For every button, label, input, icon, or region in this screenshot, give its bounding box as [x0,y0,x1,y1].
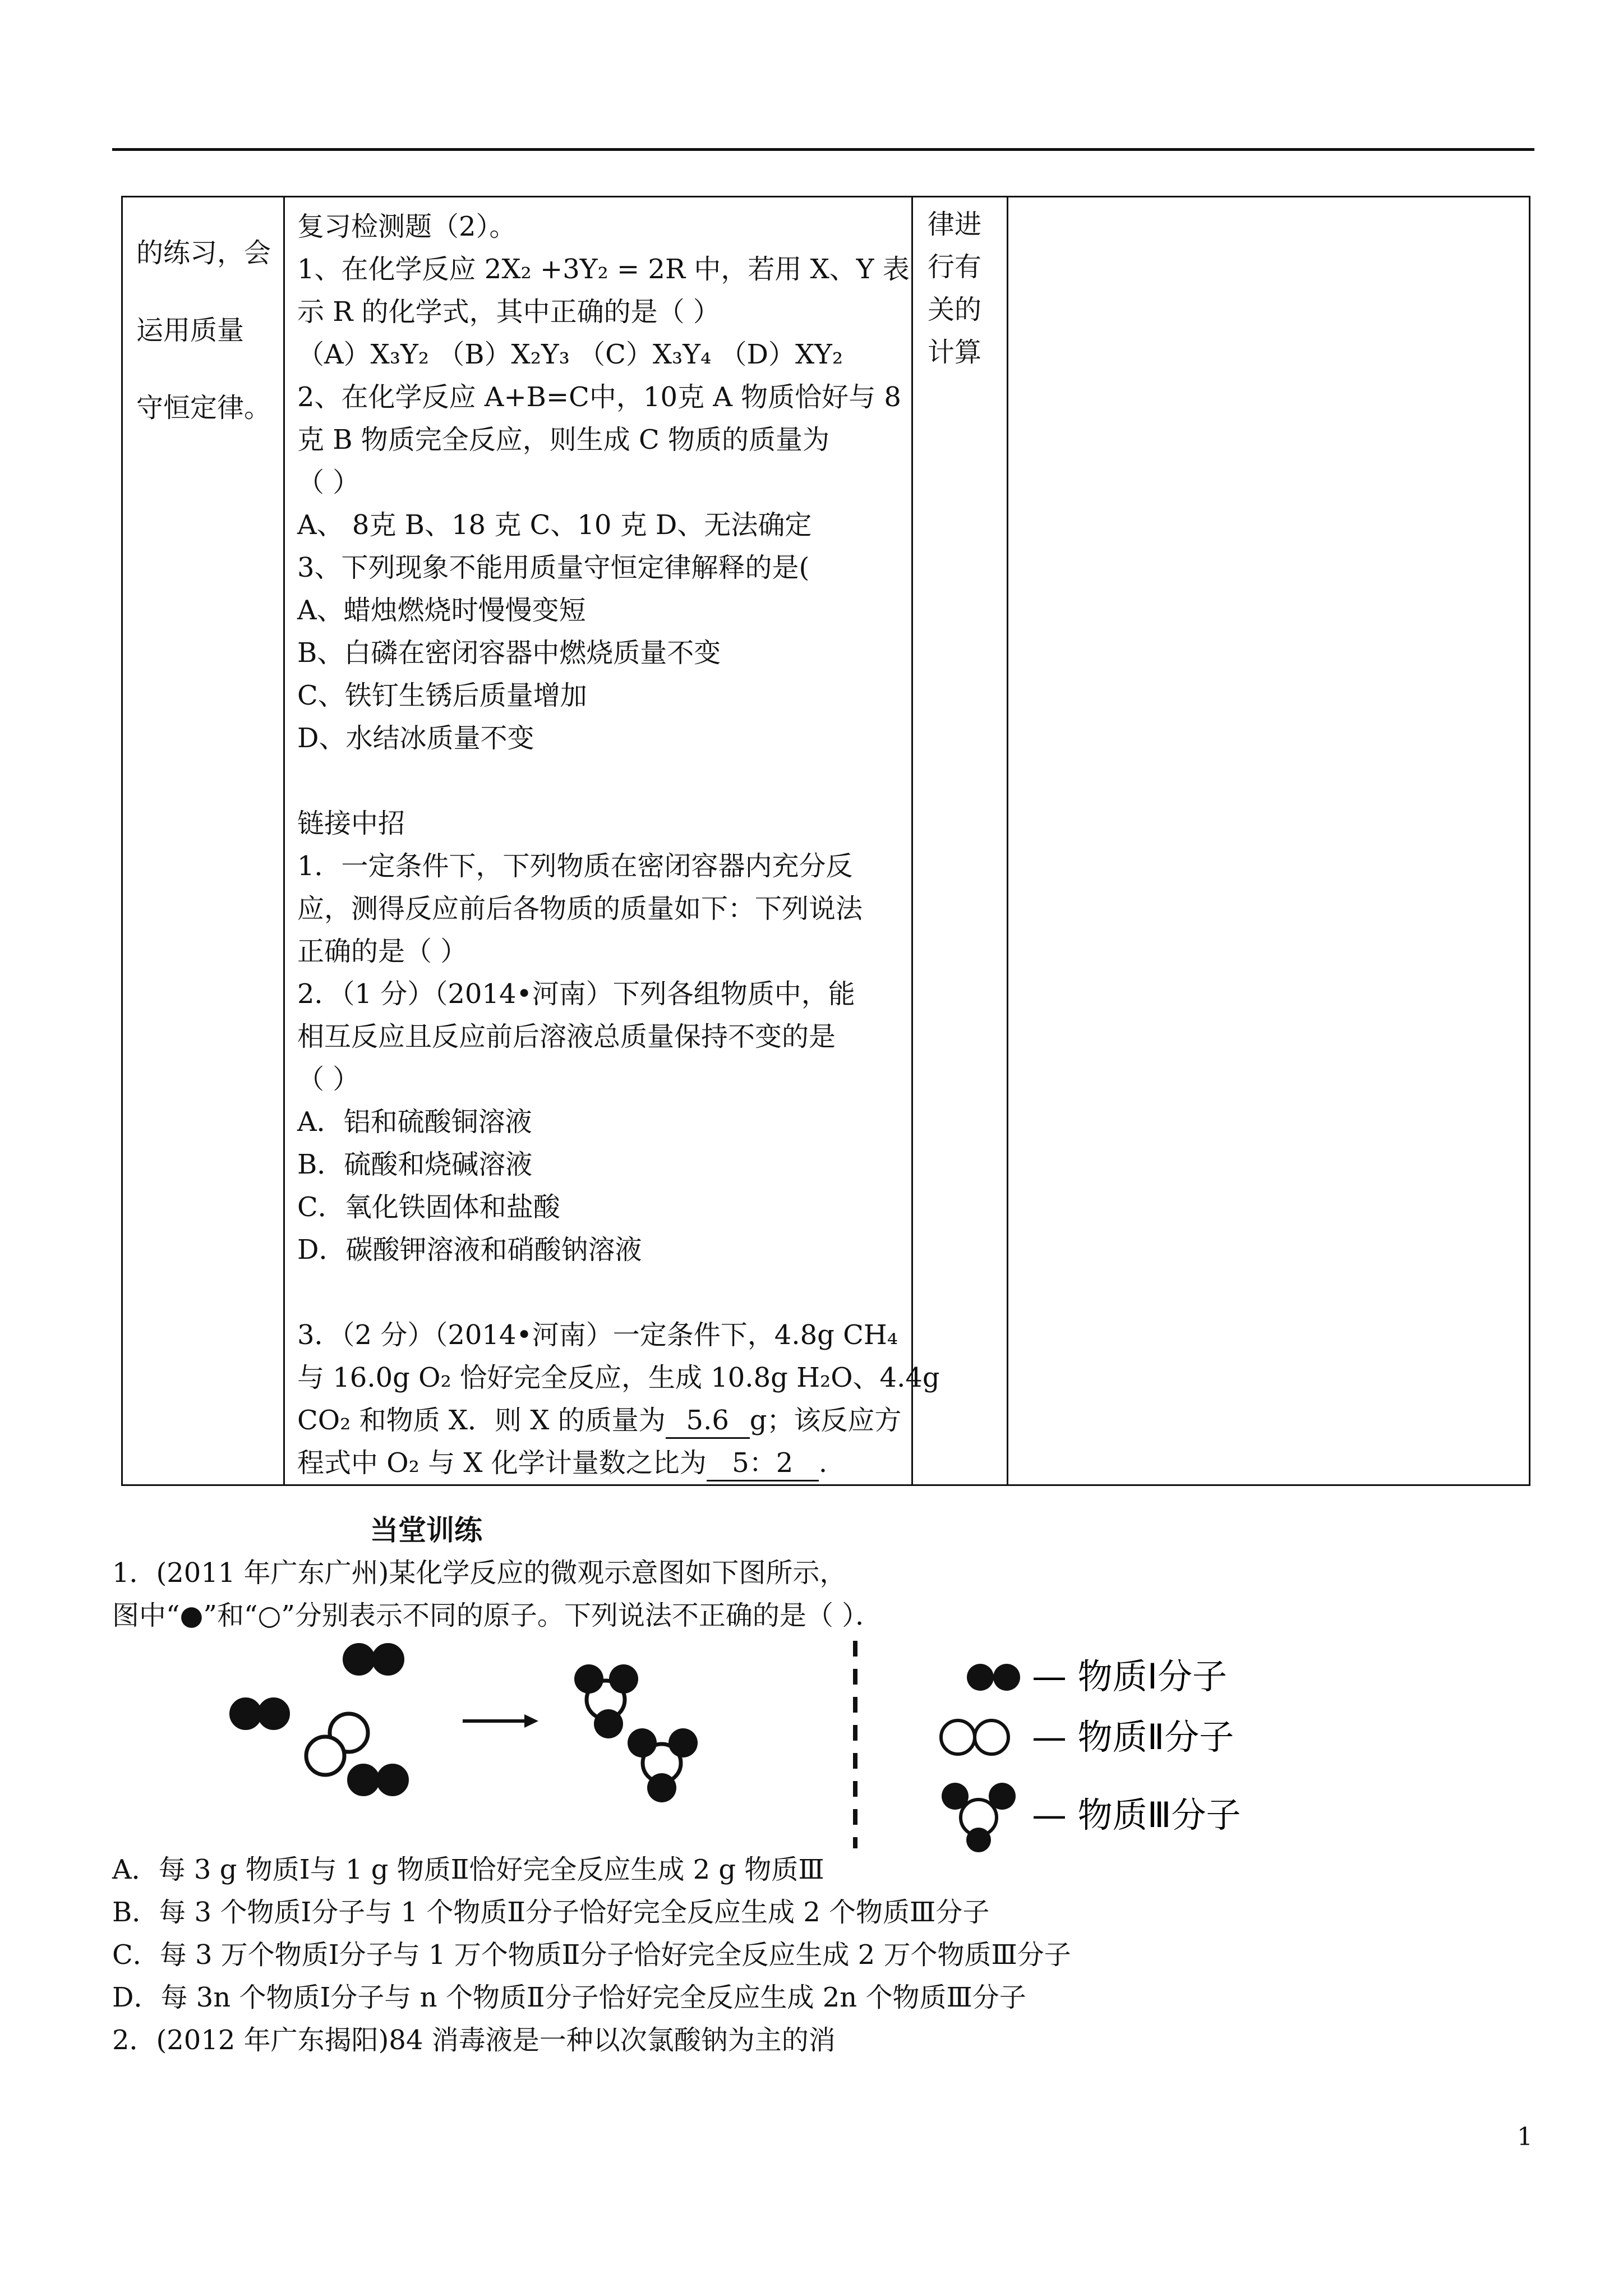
question-option: C．氧化铁固体和盐酸 [297,1191,560,1223]
objectives-cell [122,197,284,1485]
method-line: 律进 [928,209,982,240]
question-text: 示 R 的化学式，其中正确的是（ ） [297,296,720,328]
method-cell [912,197,1008,1485]
legend-molecule-i-icon [967,1664,1020,1691]
question-text-segment: 程式中 O₂ 与 X 化学计量数之比为 [297,1447,707,1479]
question-options: （A）X₃Y₂ （B）X₂Y₃ （C）X₃Y₄ （D）XY₂ [297,339,843,370]
question-option: A、蜡烛燃烧时慢慢变短 [297,595,586,626]
question-text: 3、下列现象不能用质量守恒定律解释的是( [297,552,810,583]
answer-blank: 5.6 [666,1404,750,1439]
question-text: 克 B 物质完全反应，则生成 C 物质的质量为 [297,424,830,455]
link-title: 链接中招 [297,808,405,839]
training-options [112,1848,1525,2062]
option-b: B．每 3 个物质Ⅰ分子与 1 个物质Ⅱ分子恰好完全反应生成 2 个物质Ⅲ分子 [112,1897,990,1928]
legend-molecule-iii-icon [942,1783,1016,1852]
legend-label: — 物质Ⅲ分子 [1032,1795,1241,1835]
option-c: C．每 3 万个物质Ⅰ分子与 1 万个物质Ⅱ分子恰好完全反应生成 2 万个物质Ⅲ分子 [112,1939,1071,1971]
question-text: 与 16.0g O₂ 恰好完全反应，生成 10.8g H₂O、4.4g [297,1362,940,1393]
question-text: （ ） [297,1064,360,1095]
molecule-i-icon [344,1645,403,1674]
spacer [297,1271,900,1314]
option-a: A．每 3 g 物质Ⅰ与 1 g 物质Ⅱ恰好完全反应生成 2 g 物质Ⅲ [112,1854,824,1885]
question-text: 2．（1 分）（2014•河南）下列各组物质中，能 [297,978,855,1010]
question-text: 2、在化学反应 A+B=C中，10克 A 物质恰好与 8 [297,381,901,413]
arrow-icon [463,1714,538,1728]
spacer [297,760,900,802]
question-option: A．铝和硫酸铜溶液 [297,1106,532,1138]
question-option: B、白磷在密闭容器中燃烧质量不变 [297,637,721,669]
method-line: 行有 [928,251,982,283]
objective-line: 守恒定律。 [136,392,271,424]
legend-molecule-ii-icon [941,1720,1008,1754]
answer-blank: 5：2 [707,1446,819,1481]
question-option: D、水结冰质量不变 [297,723,534,754]
question-text-segment: . [818,1447,828,1479]
lesson-plan-table [121,196,1530,1486]
question-text: 2．(2012 年广东揭阳)84 消毒液是一种以次氯酸钠为主的消 [112,2024,836,2056]
training-section [112,1509,1525,1637]
question-text: 图中“●”和“○”分别表示不同的原子。下列说法不正确的是（ ）． [112,1600,883,1631]
question-option: B．硫酸和烧碱溶液 [297,1149,533,1180]
objective-line: 运用质量 [136,315,245,346]
legend-label: — 物质Ⅰ分子 [1032,1656,1227,1697]
content-cell [284,197,940,1485]
option-d: D．每 3n 个物质Ⅰ分子与 n 个物质Ⅱ分子恰好完全反应生成 2n 个物质Ⅲ分子 [112,1982,1026,2013]
page-number: 1 [1517,2123,1533,2151]
legend-label: — 物质Ⅱ分子 [1032,1717,1234,1757]
question-text-segment: CO₂ 和物质 X．则 X 的质量为 [297,1405,666,1436]
molecule-iii-icon [628,1728,698,1802]
question-text: 3．（2 分）（2014•河南）一定条件下，4.8g CH₄ [297,1319,898,1351]
reaction-micro-diagram [112,1641,1241,1848]
question-text: 1、在化学反应 2X₂ +3Y₂ = 2R 中，若用 X、Y 表 [297,254,910,285]
method-line: 计算 [928,337,982,368]
question-option: C、铁钉生锈后质量增加 [297,680,587,711]
molecule-iii-icon [574,1664,638,1738]
question-text: （ ） [297,467,360,498]
question-text: 1．一定条件下，下列物质在密闭容器内充分反 [297,850,853,882]
question-text [297,1442,900,1484]
header-rule [112,148,1534,151]
method-line: 关的 [928,294,982,325]
question-text: 相互反应且反应前后溶液总质量保持不变的是 [297,1021,836,1052]
molecule-i-icon [231,1699,288,1728]
question-option: D．碳酸钾溶液和硝酸钠溶液 [297,1234,642,1266]
molecule-i-icon [349,1765,407,1795]
question-text [297,1399,900,1442]
question-text: 正确的是（ ） [297,936,468,967]
question-text-segment: g；该反应方 [749,1405,902,1436]
review-title: 复习检测题（2）。 [297,211,517,242]
question-options: A、 8克 B、18 克 C、10 克 D、无法确定 [297,509,812,541]
question-text: 1．(2011 年广东广州)某化学反应的微观示意图如下图所示， [112,1557,847,1589]
section-heading: 当堂训练 [370,1513,482,1547]
notes-cell [1008,197,1530,1485]
question-text: 应，测得反应前后各物质的质量如下：下列说法 [297,893,863,924]
objective-line: 的练习，会 [136,237,271,269]
